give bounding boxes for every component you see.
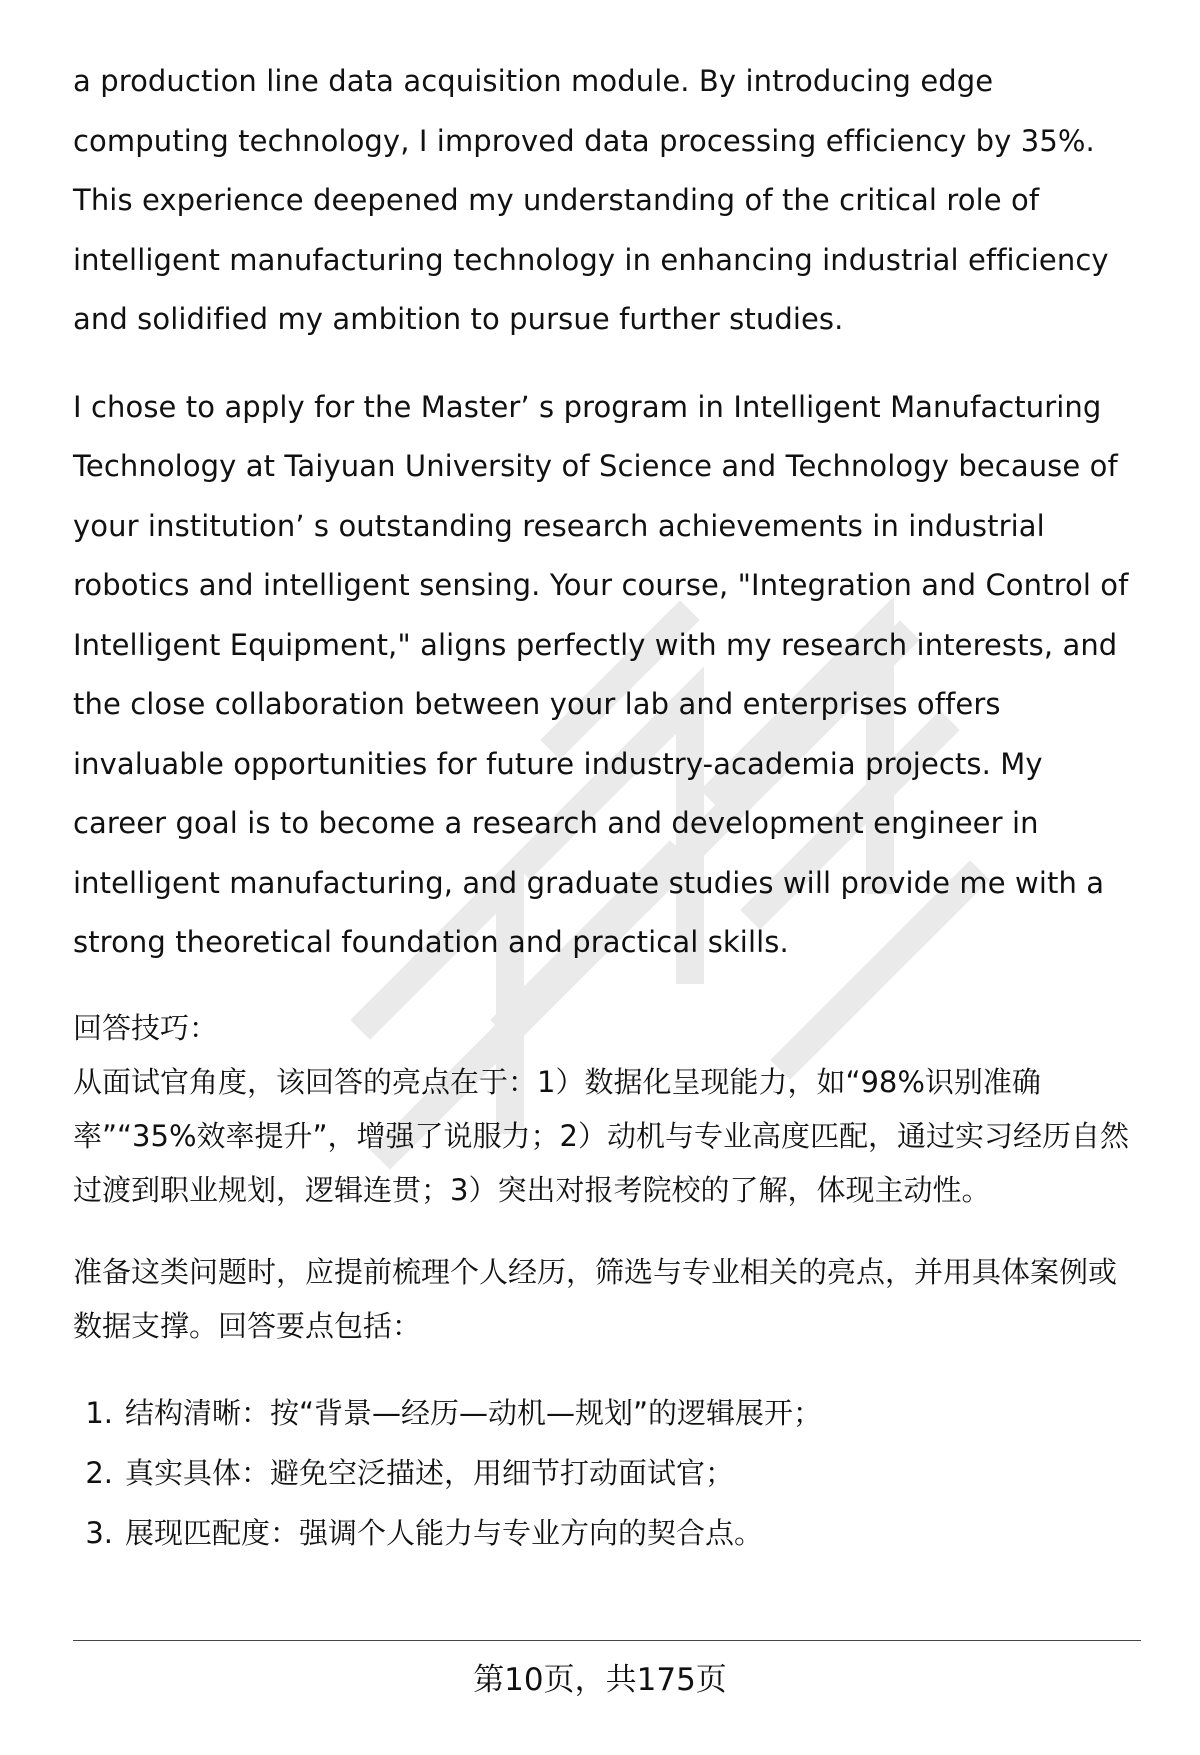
tips-heading: 回答技巧： <box>73 1010 219 1045</box>
list-item <box>83 1443 1143 1503</box>
footer-divider <box>73 1640 1141 1641</box>
list-number: 2. <box>85 1455 113 1490</box>
list-text: 真实具体：避免空泛描述，用细节打动面试官； <box>125 1455 735 1490</box>
document-content <box>73 52 1143 1563</box>
list-text: 结构清晰：按“背景—经历—动机—规划”的逻辑展开； <box>125 1395 823 1430</box>
list-number: 3. <box>85 1515 113 1550</box>
preparation-paragraph: 准备这类问题时，应提前梳理个人经历，筛选与专业相关的亮点，并用具体案例或数据支撑。回答要点包括： <box>73 1254 1118 1343</box>
list-text: 展现匹配度：强调个人能力与专业方向的契合点。 <box>125 1515 764 1550</box>
list-item <box>83 1383 1143 1443</box>
key-points-list <box>73 1383 1143 1563</box>
page-number: 第10页，共175页 <box>473 1662 727 1698</box>
paragraph-1: a production line data acquisition module. By introducing edge computing technology, I improved data processing efficiency by 35%. This experience deepened my understanding of the critical role of intelligent manufacturing technology in enhancing industrial efficiency and solidified my ambition to pursue further studies. <box>73 64 1109 336</box>
paragraph-2: I chose to apply for the Master’ s program in Intelligent Manufacturing Technology at Taiyuan University of Science and Technology because of your institution’ s outstanding research achievements in industrial robotics and intelligent sensing. Your course, "Integration and Control of Intelligent Equipment," aligns perfectly with my research interests, and the close collaboration between your lab and enterprises offers invaluable opportunities for future industry-academia projects. My career goal is to become a research and development engineer in intelligent manufacturing, and graduate studies will provide me with a strong theoretical foundation and practical skills. <box>73 389 1129 959</box>
tips-paragraph: 从面试官角度，该回答的亮点在于：1）数据化呈现能力，如“98%识别准确率”“35%效率提升”，增强了说服力；2）动机与专业高度匹配，通过实习经历自然过渡到职业规划，逻辑连贯；3）突出对报考院校的了解，体现主动性。 <box>73 1064 1129 1207</box>
list-number: 1. <box>85 1395 113 1430</box>
list-item <box>83 1503 1143 1563</box>
